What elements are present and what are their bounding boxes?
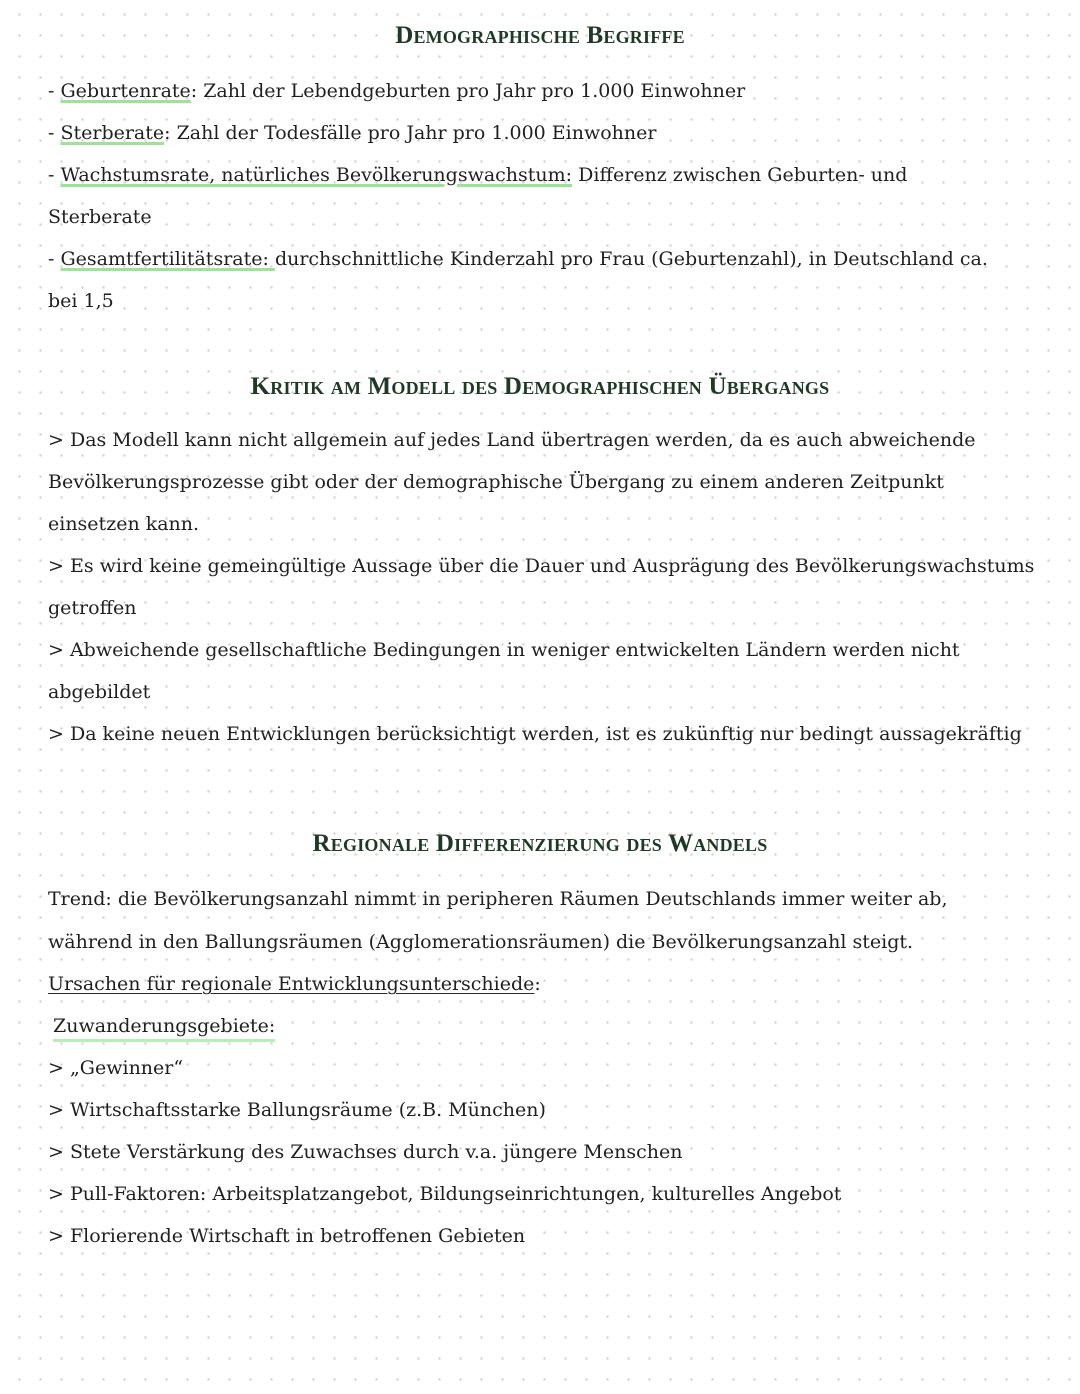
zuwanderung-bullet: > Pull-Faktoren: Arbeitsplatzangebot, Bildungseinrichtungen, kulturelles Angebot: [48, 1183, 842, 1205]
causes-heading: [48, 972, 541, 996]
term-wachstumsrate: Wachstumsrate, natürliches Bevölkerungswachstum:: [60, 164, 573, 186]
trend-line: Trend: die Bevölkerungsanzahl nimmt in peripheren Räumen Deutschlands immer weiter ab,: [48, 888, 948, 910]
kritik-line: > Da keine neuen Entwicklungen berücksichtigt werden, ist es zukünftig nur bedingt aussagekräftig: [48, 723, 1022, 745]
causes-label: Ursachen für regionale Entwicklungsunterschiede: [48, 973, 535, 995]
definition-text: Zahl der Lebendgeburten pro Jahr pro 1.000 Einwohner: [203, 80, 746, 102]
definition-text: Zahl der Todesfälle pro Jahr pro 1.000 Einwohner: [176, 122, 657, 144]
definition-dash: -: [48, 248, 61, 270]
kritik-line: einsetzen kann.: [48, 513, 200, 535]
zuwanderung-bullet: > Stete Verstärkung des Zuwachses durch v.a. jüngere Menschen: [48, 1141, 683, 1163]
heading-demographische-begriffe: Demographische Begriffe: [395, 22, 685, 49]
zuwanderungsgebiete-label: [53, 1014, 275, 1038]
definition-geburtenrate: [48, 79, 745, 103]
term-gesamtfertilitaetsrate: Gesamtfertilitätsrate:: [60, 248, 275, 270]
term-geburtenrate: Geburtenrate: [60, 80, 191, 102]
definition-sterberate: [48, 121, 656, 145]
zuwanderung-bullet: > Wirtschaftsstarke Ballungsräume (z.B. München): [48, 1099, 546, 1121]
definition-gesamtfertilitaetsrate-continuation: bei 1,5: [48, 290, 114, 312]
definition-dash: -: [48, 122, 61, 144]
kritik-line: > Es wird keine gemeingültige Aussage über die Dauer und Ausprägung des Bevölkerungswachstums: [48, 555, 1035, 577]
heading-kritik-am-modell: Kritik am Modell des Demographischen Übergangs: [250, 373, 830, 400]
kritik-line: Bevölkerungsprozesse gibt oder der demographische Übergang zu einem anderen Zeitpunkt: [48, 471, 944, 493]
causes-colon: :: [534, 973, 541, 995]
kritik-line: abgebildet: [48, 681, 151, 703]
definition-separator: :: [164, 122, 177, 144]
definition-gesamtfertilitaetsrate: [48, 247, 988, 271]
kritik-line: > Das Modell kann nicht allgemein auf jedes Land übertragen werden, da es auch abweichende: [48, 429, 976, 451]
definition-text: durchschnittliche Kinderzahl pro Frau (Geburtenzahl), in Deutschland ca.: [274, 248, 988, 270]
trend-line: während in den Ballungsräumen (Agglomerationsräumen) die Bevölkerungsanzahl steigt.: [48, 931, 914, 953]
definition-dash: -: [48, 80, 61, 102]
heading-regionale-differenzierung: Regionale Differenzierung des Wandels: [312, 830, 768, 857]
kritik-line: > Abweichende gesellschaftliche Bedingungen in weniger entwickelten Ländern werden nicht: [48, 639, 960, 661]
zuwanderungsgebiete-text: Zuwanderungsgebiete:: [53, 1015, 275, 1042]
definition-dash: -: [48, 164, 61, 186]
term-sterberate: Sterberate: [60, 122, 165, 144]
definition-text: Differenz zwischen Geburten- und: [578, 164, 908, 186]
zuwanderung-bullet: > Florierende Wirtschaft in betroffenen Gebieten: [48, 1225, 526, 1247]
definition-separator: :: [190, 80, 204, 102]
definition-wachstumsrate-continuation: Sterberate: [48, 206, 152, 228]
definition-wachstumsrate: [48, 163, 907, 187]
zuwanderung-bullet: > „Gewinner“: [48, 1057, 184, 1079]
kritik-line: getroffen: [48, 597, 137, 619]
